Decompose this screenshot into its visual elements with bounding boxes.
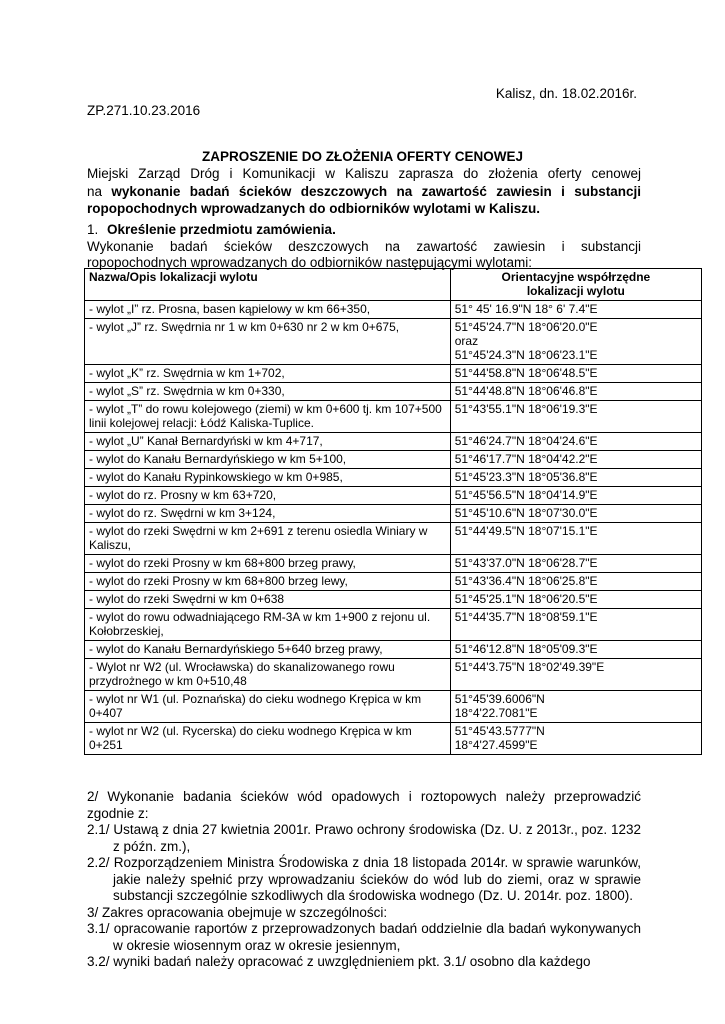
- document-title: ZAPROSZENIE DO ZŁOŻENIA OFERTY CENOWEJ: [201, 149, 524, 164]
- outlet-name-cell: - wylot „T” do rowu kolejowego (ziemi) w km 0+600 tj. km 107+500 linii kolejowej relacji: Łódź Kaliska-Tuplice.: [85, 401, 451, 433]
- coords-line: 51°44'3.75"N 18°02'49.39"E: [454, 660, 605, 674]
- coords-line: 51°43'55.1"N 18°06'19.3"E: [454, 402, 598, 416]
- outlet-coords-cell: [450, 487, 701, 505]
- outlet-name-cell: - wylot „S” rz. Swędrnia w km 0+330,: [85, 383, 451, 401]
- table-row: [85, 591, 702, 609]
- coords-line: 51°43'37.0"N 18°06'28.7"E: [454, 556, 598, 570]
- coords-line: 51°43'36.4"N 18°06'25.8"E: [454, 574, 598, 588]
- outlet-coords-cell: [450, 319, 701, 365]
- table-row: [85, 641, 702, 659]
- section-1-text-line-1: Wykonanie badań ścieków deszczowych na zawartość zawiesin i substancji: [87, 239, 641, 254]
- coords-line: 51°45'43.5777"N: [454, 724, 545, 738]
- table-row: [85, 451, 702, 469]
- outlet-name-cell: - wylot „I” rz. Prosna, basen kąpielowy w km 66+350,: [85, 301, 451, 319]
- column-header-coords: [450, 269, 701, 301]
- coords-line: 51°45'23.3"N 18°05'36.8"E: [454, 470, 598, 484]
- outlet-name-cell: - wylot do Kanału Bernardyńskiego 5+640 brzeg prawy,: [85, 641, 451, 659]
- intro-bold-1: wykonanie badań ścieków deszczowych na zawartość zawiesin i substancji: [111, 183, 641, 199]
- outlet-name-cell: - wylot do rzeki Prosny w km 68+800 brzeg prawy,: [85, 555, 451, 573]
- outlet-name-cell: - wylot do rz. Swędrni w km 3+124,: [85, 505, 451, 523]
- outlet-name-cell: - wylot do Kanału Rypinkowskiego w km 0+985,: [85, 469, 451, 487]
- outlet-name-cell: - wylot do rzeki Swędrni w km 0+638: [85, 591, 451, 609]
- table-row: [85, 401, 702, 433]
- table-row: [85, 469, 702, 487]
- point-3-1-line-2: w okresie wiosennym oraz w okresie jesiennym,: [113, 937, 401, 953]
- section-1-heading: [87, 222, 336, 237]
- outlet-name-cell: - wylot „J” rz. Swędrnia nr 1 w km 0+630 nr 2 w km 0+675,: [85, 319, 451, 365]
- outlets-table: [84, 268, 702, 755]
- section-3-line-1: 3/ Zakres opracowania obejmuje w szczególności:: [87, 904, 388, 920]
- coords-line: 51°45'10.6"N 18°07'30.0"E: [454, 506, 598, 520]
- coords-line: 51°46'17.7"N 18°04'42.2"E: [454, 452, 598, 466]
- intro-line-3: [87, 200, 641, 218]
- outlet-name-cell: - wylot nr W1 (ul. Poznańska) do cieku wodnego Krępica w km 0+407: [85, 691, 451, 723]
- outlet-coords-cell: [450, 383, 701, 401]
- table-row: [85, 609, 702, 641]
- coords-line: 51°44'48.8"N 18°06'46.8"E: [454, 384, 598, 398]
- outlet-coords-cell: [450, 365, 701, 383]
- outlet-coords-cell: [450, 301, 701, 319]
- table-row: [85, 555, 702, 573]
- section-1-text: [87, 239, 641, 271]
- outlet-name-cell: - Wylot nr W2 (ul. Wrocławska) do skanalizowanego rowu przydrożnego w km 0+510,48: [85, 659, 451, 691]
- table-row: [85, 523, 702, 555]
- section-2-line-1: 2/ Wykonanie badania ścieków wód opadowych i roztopowych należy przeprowadzić: [87, 789, 641, 804]
- coords-line: 51°45'39.6006"N: [454, 692, 545, 706]
- point-2-1-line-2: z późn. zm.),: [113, 838, 191, 854]
- coords-line: 51°44'35.7"N 18°08'59.1"E: [454, 610, 598, 624]
- outlet-coords-cell: [450, 591, 701, 609]
- outlet-coords-cell: [450, 691, 701, 723]
- outlet-coords-cell: [450, 723, 701, 755]
- outlet-name-cell: - wylot do Kanału Bernardyńskiego w km 5+100,: [85, 451, 451, 469]
- coords-line: 51°45'56.5"N 18°04'14.9"E: [454, 488, 598, 502]
- point-2-2-line-1: 2.2/ Rozporządzeniem Ministra Środowiska z dnia 18 listopada 2014r. w sprawie warunków,: [87, 855, 641, 870]
- outlet-coords-cell: [450, 469, 701, 487]
- table-row: [85, 365, 702, 383]
- outlet-name-cell: - wylot nr W2 (ul. Rycerska) do cieku wodnego Krępica w km 0+251: [85, 723, 451, 755]
- outlet-coords-cell: [450, 659, 701, 691]
- coords-line: 51°44'49.5"N 18°07'15.1"E: [454, 524, 598, 538]
- coords-line: 51°46'12.8"N 18°05'09.3"E: [454, 642, 598, 656]
- coords-line: oraz: [454, 334, 479, 348]
- outlet-coords-cell: [450, 641, 701, 659]
- table-row: [85, 301, 702, 319]
- outlet-name-cell: - wylot do rowu odwadniającego RM-3A w km 1+900 z rejonu ul. Kołobrzeskiej,: [85, 609, 451, 641]
- coords-line: 51°45'25.1"N 18°06'20.5"E: [454, 592, 598, 606]
- table-row: [85, 505, 702, 523]
- section-1-title: Określenie przedmiotu zamówienia.: [107, 222, 336, 237]
- point-3-2-line-1: 3.2/ wyniki badań należy opracować z uwzględnieniem pkt. 3.1/ osobno dla każdego: [87, 954, 591, 969]
- outlet-name-cell: - wylot do rzeki Prosny w km 68+800 brzeg lewy,: [85, 573, 451, 591]
- section-2-line-2: zgodnie z:: [87, 805, 149, 821]
- outlet-coords-cell: [450, 451, 701, 469]
- outlet-coords-cell: [450, 555, 701, 573]
- coords-line: 51° 45' 16.9"N 18° 6' 7.4"E: [454, 302, 598, 316]
- intro-paragraph: [87, 165, 641, 218]
- column-header-coords-line-2: lokalizacji wylotu: [526, 284, 625, 298]
- table-body: [85, 301, 702, 755]
- table-row: [85, 319, 702, 365]
- outlet-coords-cell: [450, 505, 701, 523]
- table-header-row: [85, 269, 702, 301]
- coords-line: 18°4'27.4599"E: [454, 738, 538, 752]
- place-date: Kalisz, dn. 18.02.2016r.: [495, 86, 637, 101]
- reference-number: ZP.271.10.23.2016: [87, 103, 201, 118]
- section-1-number: 1.: [87, 222, 99, 237]
- outlet-coords-cell: [450, 401, 701, 433]
- table-row: [85, 383, 702, 401]
- table-row: [85, 659, 702, 691]
- point-2-1-line-1: 2.1/ Ustawą z dnia 27 kwietnia 2001r. Prawo ochrony środowiska (Dz. U. z 2013r., poz. 1232: [87, 822, 641, 837]
- coords-line: 51°46'24.7"N 18°04'24.6"E: [454, 434, 598, 448]
- coords-line: 51°45'24.7"N 18°06'20.0"E: [454, 320, 598, 334]
- point-2-2-line-2: jakie należy spełnić przy wprowadzaniu ścieków do wód lub do ziemi, oraz w sprawie: [113, 871, 641, 887]
- column-header-coords-line-1: Orientacyjne współrzędne: [501, 270, 651, 284]
- outlet-coords-cell: [450, 609, 701, 641]
- outlet-coords-cell: [450, 573, 701, 591]
- coords-line: 51°45'24.3"N 18°06'23.1"E: [454, 348, 598, 362]
- outlet-coords-cell: [450, 523, 701, 555]
- intro-line-2: [87, 183, 641, 201]
- outlet-coords-cell: [450, 433, 701, 451]
- intro-prefix: na: [87, 183, 112, 199]
- table-row: [85, 487, 702, 505]
- intro-line-1: Miejski Zarząd Dróg i Komunikacji w Kaliszu zaprasza do złożenia oferty cenowej: [87, 166, 641, 181]
- table-row: [85, 433, 702, 451]
- table-row: [85, 691, 702, 723]
- coords-line: 18°4'22.7081"E: [454, 706, 538, 720]
- intro-bold-2: ropopochodnych wprowadzanych do odbiorników wylotami w Kaliszu.: [87, 201, 541, 216]
- table-row: [85, 573, 702, 591]
- outlet-name-cell: - wylot „U” Kanał Bernardyński w km 4+717,: [85, 433, 451, 451]
- outlet-name-cell: - wylot do rz. Prosny w km 63+720,: [85, 487, 451, 505]
- outlet-name-cell: - wylot „K” rz. Swędrnia w km 1+702,: [85, 365, 451, 383]
- outlet-name-cell: - wylot do rzeki Swędrni w km 2+691 z terenu osiedla Winiary w Kaliszu,: [85, 523, 451, 555]
- coords-line: 51°44'58.8"N 18°06'48.5"E: [454, 366, 598, 380]
- table-row: [85, 723, 702, 755]
- sections-2-3: [87, 789, 641, 971]
- point-2-2-line-3: substancji szczególnie szkodliwych dla środowiska wodnego (Dz. U. 2014r. poz. 1800).: [113, 888, 634, 903]
- column-header-name: Nazwa/Opis lokalizacji wylotu: [85, 269, 451, 301]
- point-3-1-line-1: 3.1/ opracowanie raportów z przeprowadzonych badań oddzielnie dla badań wykonywanych: [87, 921, 641, 936]
- section-1-text-line-2: ropopochodnych wprowadzanych do odbiorników następującymi wylotami:: [87, 255, 532, 270]
